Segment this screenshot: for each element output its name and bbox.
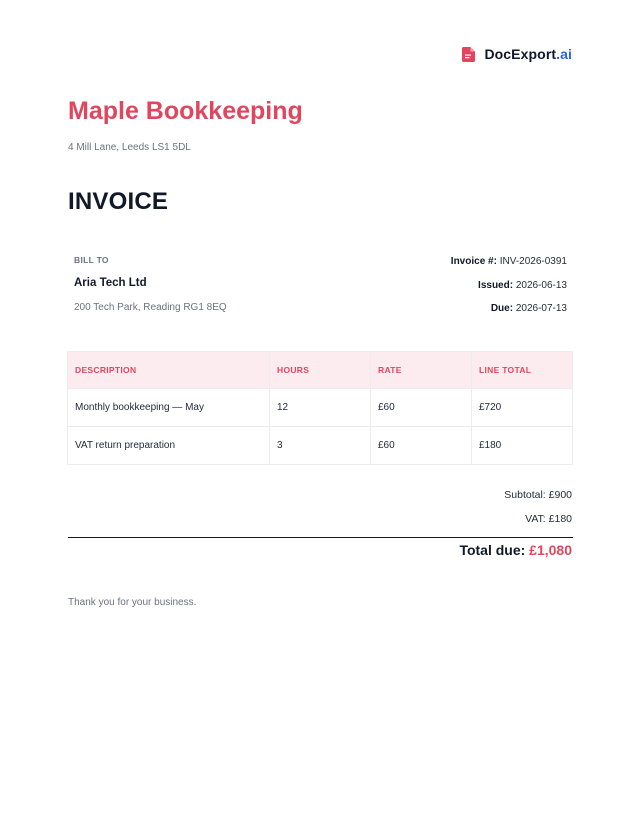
issued-date-row xyxy=(451,279,567,303)
cell-hours: 3 xyxy=(270,427,371,465)
issued-date-label: Issued: xyxy=(478,279,514,291)
total-due-label: Total due: xyxy=(459,542,526,558)
invoice-meta xyxy=(451,255,567,326)
document-title: INVOICE xyxy=(68,188,169,215)
cell-hours: 12 xyxy=(270,389,371,427)
brand-name: DocExport.ai xyxy=(484,46,572,62)
vat-value: £180 xyxy=(548,513,572,525)
table-row xyxy=(68,427,573,465)
column-header-hours: HOURS xyxy=(270,352,371,389)
table-header-row xyxy=(68,352,573,389)
bill-to-label: BILL TO xyxy=(74,255,109,265)
subtotal-label: Subtotal: xyxy=(504,489,546,501)
brand-logo xyxy=(462,46,572,62)
due-date-row xyxy=(451,302,567,326)
total-due xyxy=(459,542,572,558)
vat-label: VAT: xyxy=(525,513,546,525)
client-name: Aria Tech Ltd xyxy=(74,277,147,289)
cell-description: VAT return preparation xyxy=(68,427,270,465)
client-address: 200 Tech Park, Reading RG1 8EQ xyxy=(74,302,227,313)
subtotal-value: £900 xyxy=(548,489,572,501)
issued-date: 2026-06-13 xyxy=(515,279,567,291)
cell-description: Monthly bookkeeping — May xyxy=(68,389,270,427)
due-date: 2026-07-13 xyxy=(515,303,567,314)
column-header-description: DESCRIPTION xyxy=(68,352,270,389)
invoice-number-row xyxy=(451,255,567,279)
subtotal-row xyxy=(504,489,572,513)
totals-block xyxy=(504,489,572,537)
vat-row xyxy=(504,513,572,537)
company-address: 4 Mill Lane, Leeds LS1 5DL xyxy=(68,142,191,153)
invoice-number-label: Invoice #: xyxy=(450,256,497,267)
totals-divider xyxy=(68,537,573,538)
document-icon xyxy=(462,47,475,62)
brand-suffix: .ai xyxy=(556,46,572,62)
cell-line-total: £720 xyxy=(472,389,573,427)
company-name: Maple Bookkeeping xyxy=(68,97,303,125)
cell-rate: £60 xyxy=(371,389,472,427)
total-due-value: £1,080 xyxy=(529,542,572,558)
column-header-rate: RATE xyxy=(371,352,472,389)
invoice-number: INV-2026-0391 xyxy=(499,256,567,267)
cell-line-total: £180 xyxy=(472,427,573,465)
table-row xyxy=(68,389,573,427)
column-header-line-total: LINE TOTAL xyxy=(472,352,573,389)
thank-you-note: Thank you for your business. xyxy=(68,597,197,608)
cell-rate: £60 xyxy=(371,427,472,465)
line-items-table xyxy=(67,351,573,465)
due-date-label: Due: xyxy=(490,303,514,314)
